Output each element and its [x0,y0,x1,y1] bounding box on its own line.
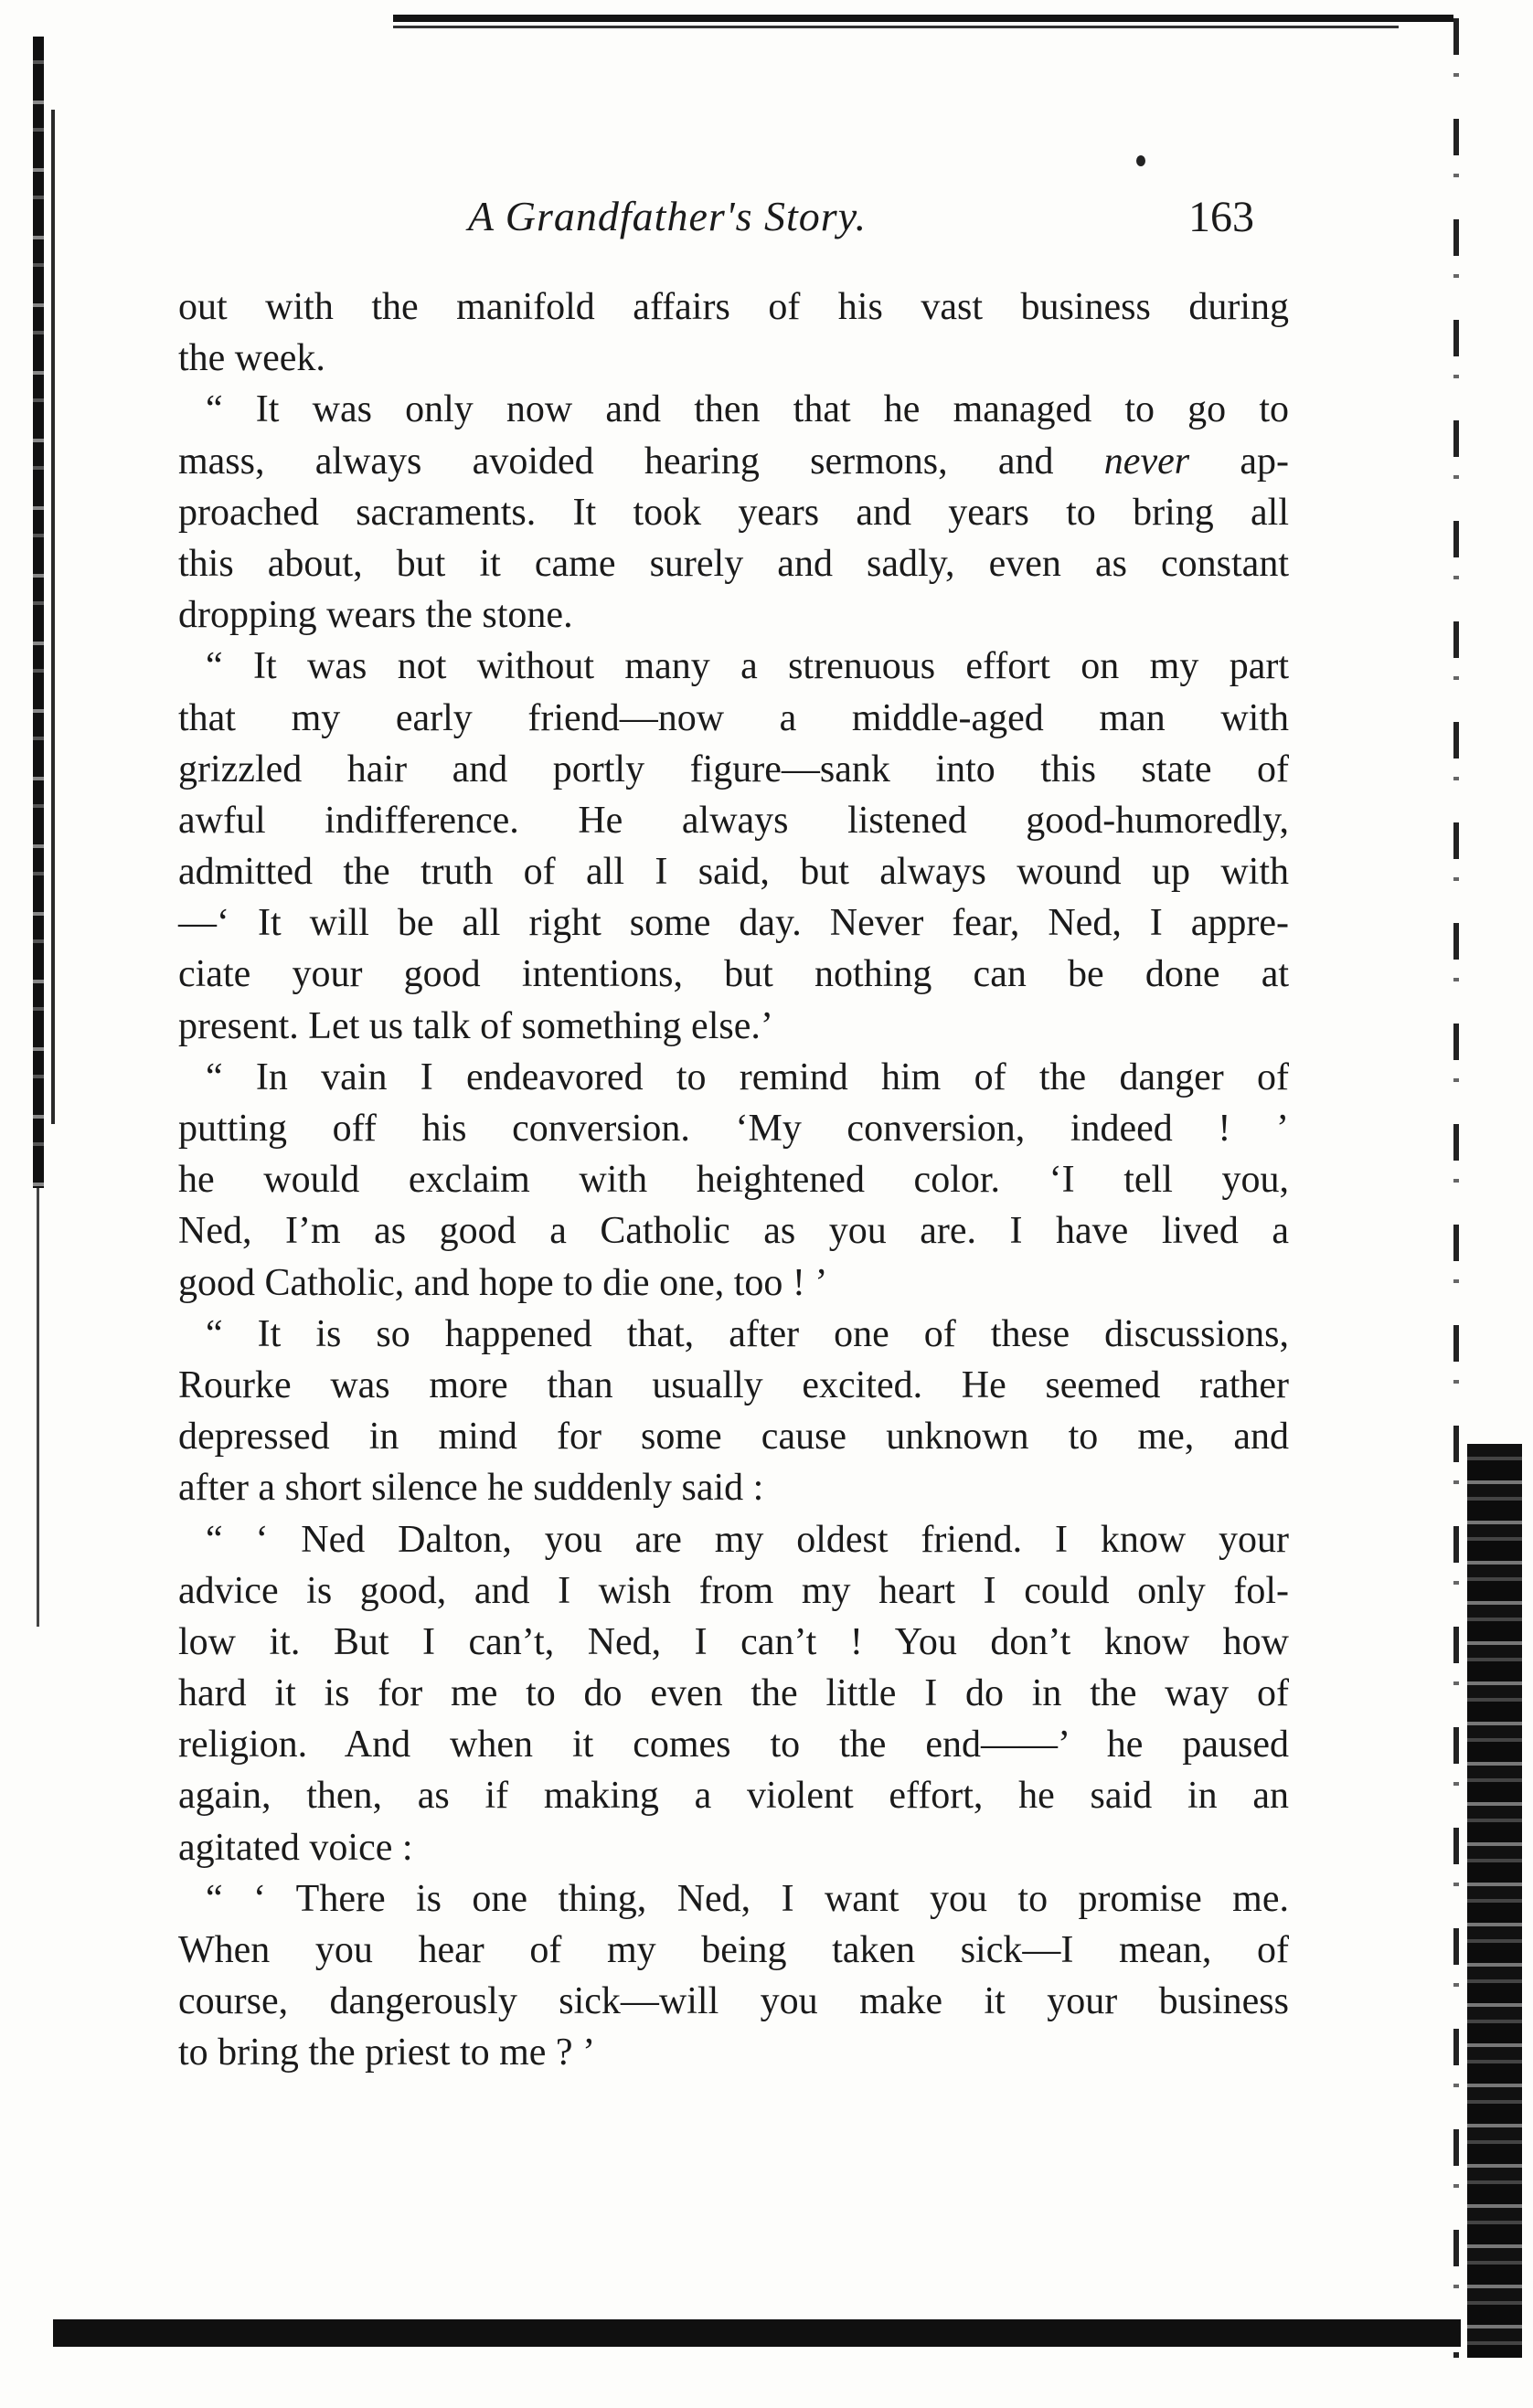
text-line: that my early friend—now a middle-aged man with [178,696,1289,739]
text-line: “ It was not without many a strenuous effort on my part [206,645,1289,688]
text-line: this about, but it came surely and sadly, even as constant [178,542,1289,585]
text-line: depressed in mind for some cause unknown to me, and [178,1416,1289,1459]
text-line: awful indifference. He always listened good-humoredly, [178,799,1289,842]
text-line: present. Let us talk of something else.’ [178,1004,773,1047]
scan-right-edge [1453,18,1459,2358]
text-line: admitted the truth of all I said, but always wound up with [178,851,1289,894]
text-line: “ It was only now and then that he managed to go to [206,388,1289,431]
text-line: hard it is for me to do even the little I do in the way of [178,1672,1289,1715]
page-number: 163 [1188,193,1254,241]
scan-top-border [393,15,1453,22]
text-line: low it. But I can’t, Ned, I can’t ! You don’t know how [178,1620,1289,1663]
text-line: ciate your good intentions, but nothing can be done at [178,953,1289,996]
scan-right-edge-heavy [1467,1444,1522,2358]
text-line: putting off his conversion. ‘My conversion, indeed ! ’ [178,1108,1289,1150]
text-line: When you hear of my being taken sick—I mean, of [178,1929,1289,1971]
running-title: A Grandfather's Story. [468,193,868,239]
text-line: —‘ It will be all right some day. Never fear, Ned, I appre- [178,902,1289,945]
running-header [0,192,1533,256]
scan-left-edge-lower [37,1188,39,1627]
text-line: out with the manifold affairs of his vast business during [178,286,1289,328]
text-line: agitated voice : [178,1826,413,1869]
text-line: grizzled hair and portly figure—sank into this state of [178,748,1289,790]
text-line: good Catholic, and hope to die one, too ! ’ [178,1261,828,1304]
text-line: he would exclaim with heightened color. ‘I tell you, [178,1159,1289,1202]
text-line: advice is good, and I wish from my heart I could only fol- [178,1569,1289,1612]
text-line: course, dangerously sick—will you make it your business [178,1980,1289,2023]
body-text [178,281,1289,2079]
text-line: “ ‘ Ned Dalton, you are my oldest friend. I know your [206,1518,1289,1561]
scan-top-border-thin [393,26,1399,28]
text-line: Ned, I’m as good a Catholic as you are. I have lived a [178,1210,1289,1253]
scan-left-edge-thin [51,110,55,1124]
scan-bottom-border [53,2319,1461,2350]
text-line: mass, always avoided hearing sermons, and never ap- [178,440,1289,483]
text-line: after a short silence he suddenly said : [178,1467,764,1510]
text-line: to bring the priest to me ? ’ [178,2031,596,2074]
text-line: “ It is so happened that, after one of these discussions, [206,1312,1289,1355]
scan-bottom-border-gap [53,2347,1461,2352]
text-line: “ ‘ There is one thing, Ned, I want you to promise me. [206,1877,1289,1920]
text-line: proached sacraments. It took years and years to bring all [178,491,1289,534]
text-line: again, then, as if making a violent effort, he said in an [178,1775,1289,1818]
ink-spot [1136,155,1145,166]
text-line: religion. And when it comes to the end——’ he paused [178,1724,1289,1766]
text-line: dropping wears the stone. [178,594,573,637]
text-line: “ In vain I endeavored to remind him of the danger of [206,1055,1289,1098]
text-line: Rourke was more than usually excited. He seemed rather [178,1363,1289,1406]
text-line: the week. [178,337,325,380]
